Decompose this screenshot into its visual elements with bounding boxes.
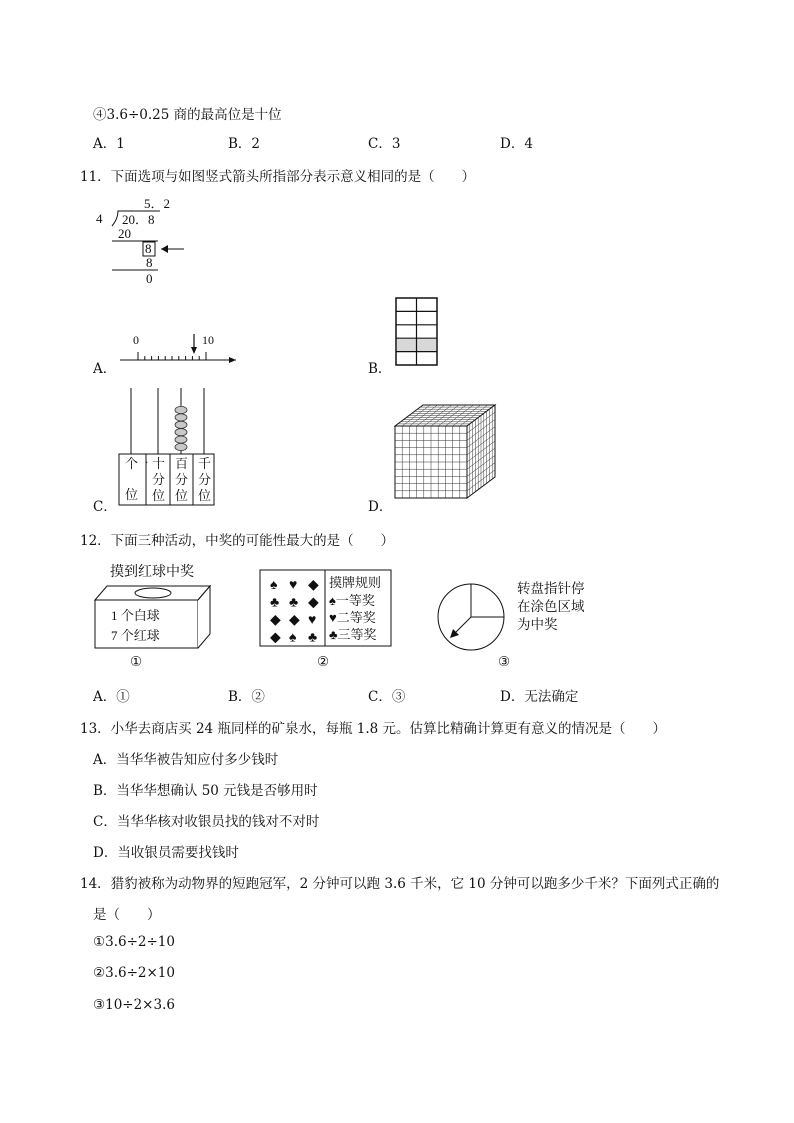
card-suit-symbol: ♠ (270, 578, 278, 593)
card-suit-symbol: ◆ (270, 613, 281, 628)
card-suit-symbol: ◆ (289, 613, 300, 628)
spinner-rule (517, 580, 585, 634)
rectangle-grid-figure (395, 297, 439, 367)
q14-stem-line-1: 14．猎豹被称为动物界的短跑冠军，2 分钟可以跑 3.6 千米，它 10 分钟可以跑多少千米？下面列式正确的 (80, 876, 720, 892)
quotient: 5．2 (144, 196, 171, 211)
number-line-label-0: 0 (133, 333, 139, 347)
place-label-thousandths-1: 千 (198, 456, 212, 471)
number-line (118, 330, 243, 370)
place-label-thousandths-3: 位 (198, 488, 212, 503)
q11-option-b-letter: B． (368, 361, 392, 377)
q12-label-3: ③ (498, 654, 511, 670)
q12-option-a: A．① (93, 689, 130, 705)
place-label-hundredths-1: 百 (175, 456, 189, 471)
abacus-bead (175, 421, 187, 428)
cards-rule-3: ♣三等奖 (329, 627, 377, 642)
q12-option-d: D．无法确定 (500, 689, 579, 705)
card-suit-symbol: ♣ (270, 595, 280, 611)
ball-box-figure (93, 578, 213, 650)
q10-option-a: A．1 (93, 136, 125, 152)
q14-stem-line-2: 是（ ） (93, 907, 161, 923)
card-suit-symbol: ◆ (308, 595, 319, 611)
boxed-digit: 8 (145, 241, 152, 256)
q13-option-c: C．当华华核对收银员找的钱对不对时 (93, 814, 320, 830)
place-label-hundredths-2: 分 (175, 472, 189, 487)
card-suit-symbol: ◆ (308, 578, 319, 593)
arrow-head-icon (161, 245, 168, 253)
spinner-figure (436, 582, 508, 654)
q12-label-1: ① (130, 654, 143, 670)
q12-label-2: ② (317, 654, 330, 670)
card-suit-symbol: ♣ (289, 595, 299, 611)
q13-stem: 13．小华去商店买 24 瓶同样的矿泉水，每瓶 1.8 元。估算比精确计算更有意义的情况是（ ） (80, 721, 666, 737)
place-label-tenths-1: 十 (152, 456, 166, 471)
card-suit-symbol: ♥ (308, 613, 317, 628)
card-suit-symbol: ♣ (308, 630, 318, 646)
q12-option-b: B．② (228, 689, 265, 705)
q14-item-1: ①3.6÷2÷10 (93, 934, 175, 950)
cards-figure (259, 569, 393, 647)
card-suit-symbol: ♠ (289, 630, 297, 646)
abacus-bead (175, 436, 187, 443)
q14-item-3: ③10÷2×3.6 (93, 997, 175, 1013)
remainder: 0 (146, 271, 153, 286)
abacus-bead (175, 406, 187, 413)
q10-item-4: ④3.6÷0.25 商的最高位是十位 (93, 107, 282, 123)
step-1-product: 20 (118, 226, 131, 241)
place-label-ones-2: 位 (125, 487, 139, 502)
spinner-text-2: 在涂色区域 (517, 599, 585, 614)
box-title: 摸到红球中奖 (110, 563, 194, 579)
q12-option-c: C．③ (368, 689, 406, 705)
decimal-point-label: · (145, 458, 149, 469)
number-line-label-10: 10 (202, 333, 214, 347)
place-label-ones-1: 个 (125, 456, 139, 471)
q10-option-c: C．3 (368, 136, 401, 152)
box-line-1: 1 个白球 (111, 608, 160, 623)
place-label-thousandths-2: 分 (198, 472, 212, 487)
step-2-product: 8 (146, 255, 153, 270)
dividend: 20．8 (122, 212, 155, 227)
cards-rule-2: ♥二等奖 (329, 610, 376, 625)
box-line-2: 7 个红球 (111, 628, 160, 643)
cards-rules-title: 摸牌规则 (329, 575, 382, 590)
place-label-hundredths-3: 位 (175, 488, 189, 503)
spinner-text-1: 转盘指针停 (517, 581, 585, 596)
card-suit-symbol: ◆ (270, 630, 281, 646)
q13-option-d: D．当收银员需要找钱时 (93, 845, 239, 861)
q12-stem: 12．下面三种活动，中奖的可能性最大的是（ ） (80, 533, 395, 549)
q14-item-2: ②3.6÷2×10 (93, 965, 175, 981)
q13-option-b: B．当华华想确认 50 元钱是否够用时 (93, 783, 318, 799)
q10-option-d: D．4 (500, 136, 533, 152)
card-suit-symbol: ♥ (289, 578, 298, 593)
q10-option-b: B．2 (228, 136, 261, 152)
abacus-figure (118, 388, 218, 508)
spinner-text-3: 为中奖 (517, 617, 558, 632)
grid-cube-figure (392, 402, 498, 507)
q11-option-a-letter: A． (93, 361, 117, 377)
q11-option-c-letter: C． (93, 499, 117, 515)
q11-option-d-letter: D． (368, 499, 393, 515)
q11-stem: 11．下面选项与如图竖式箭头所指部分表示意义相同的是（ ） (80, 169, 476, 185)
cards-rule-1: ♠一等奖 (329, 593, 375, 608)
place-label-tenths-3: 位 (152, 488, 166, 503)
abacus-bead (175, 414, 187, 421)
divisor: 4 (96, 211, 103, 226)
q13-option-a: A．当华华被告知应付多少钱时 (93, 752, 279, 768)
abacus-bead (175, 443, 187, 450)
abacus-bead (175, 429, 187, 436)
place-label-tenths-2: 分 (152, 472, 166, 487)
long-division-figure (88, 193, 198, 288)
